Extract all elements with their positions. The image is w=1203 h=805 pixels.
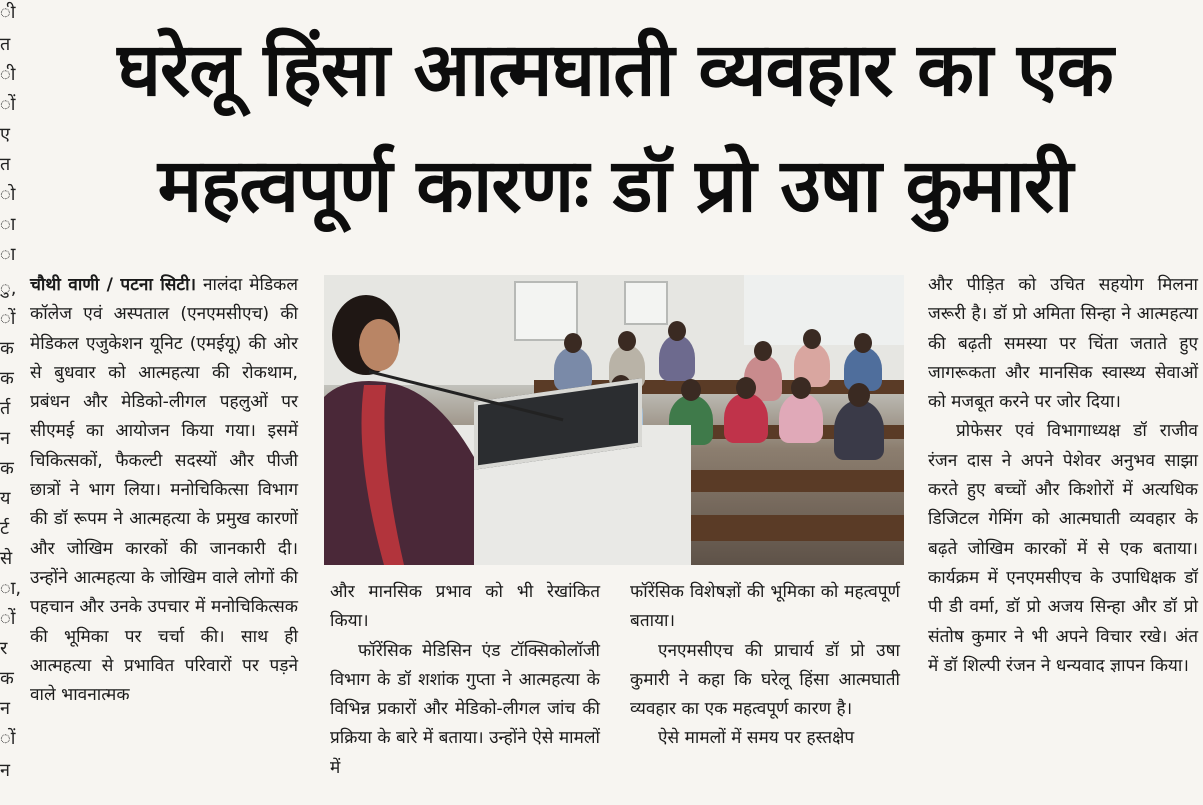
edge-char: क (0, 338, 14, 359)
edge-char: से (0, 548, 13, 569)
edge-char: क (0, 368, 14, 389)
edge-char: न (0, 760, 10, 781)
text-line: आत्महत्या के प्रमुख कारणों और (30, 509, 298, 559)
text-line: फॉरेंसिक मेडिसिन एंड (358, 640, 501, 661)
paragraph (630, 578, 900, 637)
text-line: धन्यवाद ज्ञापन किया। (1055, 655, 1189, 676)
text-line: अनुभव साझा करते हुए बच्चों और (928, 450, 1198, 501)
edge-char: ु, (0, 278, 17, 299)
photo-window (514, 281, 578, 341)
text-line: जोखिम कारकों में से एक बताया। (967, 538, 1198, 559)
edge-char: ों (0, 608, 16, 629)
text-line: आत्मघाती व्यवहार का एक महत्वपूर्ण (630, 669, 900, 720)
audience-head (803, 329, 821, 349)
text-line: के बारे में बताया। उन्होंने ऐसे मामलों में (330, 728, 600, 778)
text-line: फॉरेंसिक विशेषज्ञों की भूमिका को (630, 582, 839, 602)
audience-head (791, 377, 811, 399)
text-line: (एनएमसीएच) की मेडिकल (30, 304, 299, 354)
edge-char: त (0, 154, 11, 175)
audience-member (659, 335, 695, 381)
speaker-figure (324, 287, 474, 565)
photo-window (624, 281, 668, 325)
text-line: गुप्ता ने आत्महत्या के विभिन्न प्रकारों (330, 669, 600, 720)
edge-char: त (0, 34, 11, 55)
text-line: और मानसिक प्रभाव को भी रेखांकित (330, 582, 600, 602)
audience-member (724, 393, 768, 443)
text-line: स्वास्थ्य सेवाओं को मजबूत करने पर (928, 362, 1199, 413)
article-column-2 (330, 578, 600, 783)
edge-char: र (0, 638, 8, 659)
event-photo (324, 275, 904, 565)
edge-char: न (0, 428, 10, 449)
text-line: किशोरों में अत्यधिक डिजिटल गेमिंग (928, 480, 1198, 530)
edge-char: र्त (0, 398, 11, 419)
edge-char: ा (0, 244, 16, 265)
article-column-4 (928, 271, 1198, 681)
audience-head (736, 377, 756, 399)
photo-board (744, 275, 904, 345)
text-line: और डॉ प्रो संतोष कुमार ने भी अपने (928, 597, 1199, 647)
text-line: राजीव रंजन दास ने अपने पेशेवर (928, 421, 1198, 471)
audience-member (834, 400, 884, 460)
paragraph (630, 724, 900, 753)
dateline: चौथी वाणी / पटना सिटी। (30, 275, 197, 295)
speaker-body (324, 381, 474, 565)
text-line: जरूरी है। डॉ प्रो अमिता सिन्हा ने (928, 304, 1131, 325)
text-line: उन्होंने आत्महत्या के जोखिम वाले (30, 567, 238, 588)
edge-char: ो (0, 184, 16, 205)
text-line: परिवारों पर पड़ने वाले भावनात्मक (30, 655, 298, 706)
text-line: और पीजी छात्रों ने भाग लिया। (30, 450, 298, 501)
text-line: प्रबंधन और मेडिको-लीगल पहलुओं (30, 392, 268, 413)
text-line: और पीड़ित को उचित सहयोग मिलना (928, 275, 1198, 295)
text-line: विचार रखे। अंत में डॉ शिल्पी रंजन ने (928, 626, 1198, 676)
edge-char: न (0, 698, 10, 719)
paragraph (330, 637, 600, 783)
paragraph (928, 417, 1198, 681)
text-line: लोगों की पहचान और उनके उपचार में (30, 567, 298, 618)
audience-head (668, 321, 686, 341)
text-line: टॉक्सिकोलॉजी विभाग के डॉ शशांक (330, 640, 600, 690)
edge-char: ा (0, 214, 16, 235)
paragraph (30, 271, 298, 710)
text-line: मनोचिकित्सा विभाग की डॉ रूपम ने (30, 480, 298, 530)
text-line: महत्वपूर्ण बताया। (630, 582, 900, 632)
text-line: एजुकेशन यूनिट (एमईयू) की ओर से (30, 333, 299, 383)
article-column-1 (30, 271, 298, 710)
text-line: किया। (330, 611, 369, 632)
text-line: कार्यक्रम में एनएमसीएच के उपाधिक्षक (928, 567, 1176, 588)
edge-char: ों (0, 94, 16, 115)
text-line: नालंदा (203, 275, 243, 295)
audience-head (848, 383, 870, 407)
text-line: आत्महत्या की बढ़ती समस्या पर चिंता (928, 304, 1198, 354)
text-line: मनोचिकित्सक की भूमिका पर चर्चा (30, 597, 298, 647)
text-line: मेडिकल कॉलेज एवं अस्पताल (30, 275, 298, 325)
text-line: एनएमसीएच की प्राचार्य डॉ प्रो उषा (658, 640, 900, 661)
text-line: बुधवार को आत्महत्या की रोकथाम, (54, 362, 299, 383)
audience-head (754, 341, 772, 361)
audience-member (554, 347, 592, 391)
audience-member (779, 393, 823, 443)
article-column-3 (630, 578, 900, 754)
edge-char: य (0, 488, 11, 509)
audience-head (681, 379, 701, 401)
text-line: जताते हुए जागरूकता और मानसिक (928, 333, 1198, 383)
audience-head (564, 333, 582, 353)
text-line: जोर दिया। (1056, 392, 1121, 413)
adjacent-column-edge (0, 0, 22, 805)
edge-char: ों (0, 728, 16, 749)
text-line: ऐसे मामलों में समय पर हस्तक्षेप (658, 728, 855, 749)
photo-bench (684, 515, 904, 541)
text-line: की। साथ ही आत्महत्या से प्रभावित (30, 626, 298, 676)
text-line: को आत्मघाती व्यवहार के बढ़ते (928, 509, 1199, 559)
headline-line-1: घरेलू हिंसा आत्मघाती व्यवहार का एक (117, 27, 1113, 113)
edge-char: र्ट (0, 518, 10, 539)
text-line: प्रोफेसर एवं विभागाध्यक्ष डॉ (956, 421, 1147, 442)
audience-head (618, 331, 636, 351)
edge-char: ी (0, 64, 16, 85)
text-line: कारण है। (793, 699, 853, 720)
headline-line-2: महत्वपूर्ण कारणः डॉ प्रो उषा कुमारी (157, 143, 1073, 229)
paragraph (928, 271, 1198, 417)
paragraph (630, 637, 900, 725)
text-line: जोखिम कारकों की जानकारी दी। (66, 538, 298, 559)
text-line: डॉ पी डी वर्मा, डॉ प्रो अजय सिन्हा (928, 567, 1198, 618)
audience-head (854, 333, 872, 353)
edge-char: ए (0, 124, 10, 145)
speaker-face (359, 319, 399, 371)
edge-char: ों (0, 308, 16, 329)
edge-char: क (0, 668, 14, 689)
text-line: इसमें चिकित्सकों, फैकल्टी सदस्यों (30, 421, 298, 471)
paragraph (330, 578, 600, 637)
text-line: कुमारी ने कहा कि घरेलू हिंसा (630, 669, 830, 690)
text-line: पर सीएमई का आयोजन किया गया। (30, 392, 298, 442)
photo-bench (654, 470, 904, 492)
text-line: और मेडिको-लीगल जांच की प्रक्रिया (330, 699, 600, 749)
edge-char: ी (0, 2, 16, 23)
edge-char: क (0, 458, 14, 479)
edge-char: ा, (0, 578, 22, 599)
